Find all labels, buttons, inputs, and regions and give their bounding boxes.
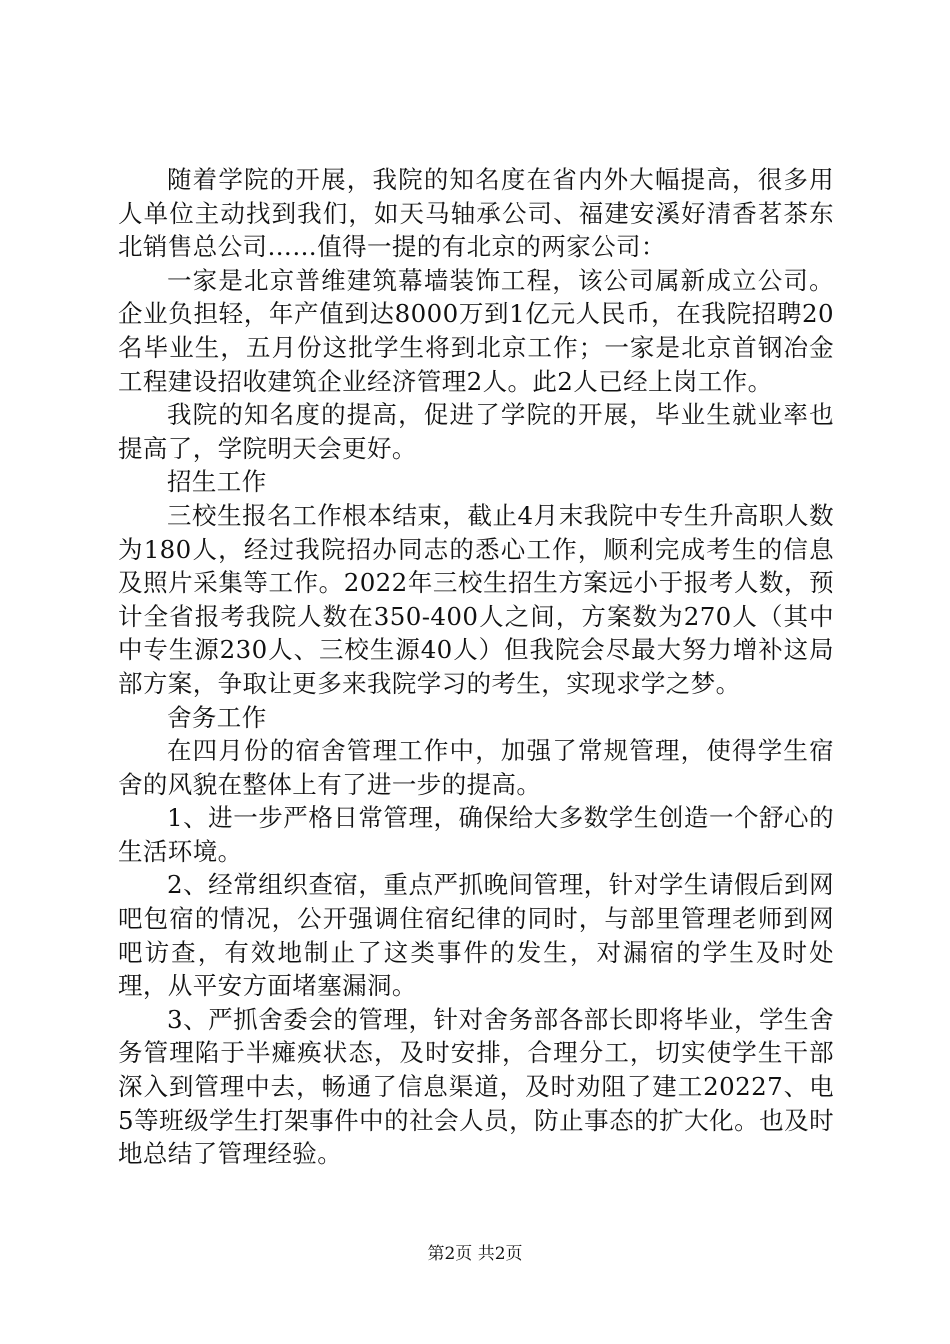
paragraph-reputation: 随着学院的开展，我院的知名度在省内外大幅提高，很多用人单位主动找到我们，如天马轴承公司、福建安溪好清香茗茶东北销售总公司……值得一提的有北京的两家公司： xyxy=(118,165,834,262)
document-body xyxy=(118,163,834,1171)
section-heading-dormitory: 舍务工作 xyxy=(167,702,267,732)
paragraph-beijing-companies: 一家是北京普维建筑幕墙装饰工程，该公司属新成立公司。企业负担轻，年产值到达8000万到1亿元人民币，在我院招聘20名毕业生，五月份这批学生将到北京工作；一家是北京首钢冶金工程建设招收建筑企业经济管理2人。此2人已经上岗工作。 xyxy=(118,265,834,396)
paragraph-dormitory-item-3: 3、严抓舍委会的管理，针对舍务部各部长即将毕业，学生舍务管理陷于半瘫痪状态，及时安排，合理分工，切实使学生干部深入到管理中去，畅通了信息渠道，及时劝阻了建工20227、电5等班级学生打架事件中的社会人员，防止事态的扩大化。也及时地总结了管理经验。 xyxy=(118,1004,834,1169)
paragraph-employment-rate: 我院的知名度的提高，促进了学院的开展，毕业生就业率也提高了，学院明天会更好。 xyxy=(118,400,834,463)
paragraph-dormitory-item-2: 2、经常组织查宿，重点严抓晚间管理，针对学生请假后到网吧包宿的情况，公开强调住宿纪律的同时，与部里管理老师到网吧访查，有效地制止了这类事件的发生，对漏宿的学生及时处理，从平安方面堵塞漏洞。 xyxy=(118,870,834,1001)
paragraph-enrollment: 三校生报名工作根本结束，截止4月末我院中专生升高职人数为180人，经过我院招办同志的悉心工作，顺利完成考生的信息及照片采集等工作。2022年三校生招生方案远小于报考人数，预计全省报考我院人数在350-400人之间，方案数为270人（其中中专生源230人、三校生源40人）但我院会尽最大努力增补这局部方案，争取让更多来我院学习的考生，实现求学之梦。 xyxy=(118,500,834,698)
paragraph-dormitory-intro: 在四月份的宿舍管理工作中，加强了常规管理，使得学生宿舍的风貌在整体上有了进一步的提高。 xyxy=(118,736,834,799)
section-heading-enrollment: 招生工作 xyxy=(167,467,267,497)
paragraph-dormitory-item-1: 1、进一步严格日常管理，确保给大多数学生创造一个舒心的生活环境。 xyxy=(118,803,834,866)
page-number-footer: 第2页 共2页 xyxy=(427,1244,523,1264)
